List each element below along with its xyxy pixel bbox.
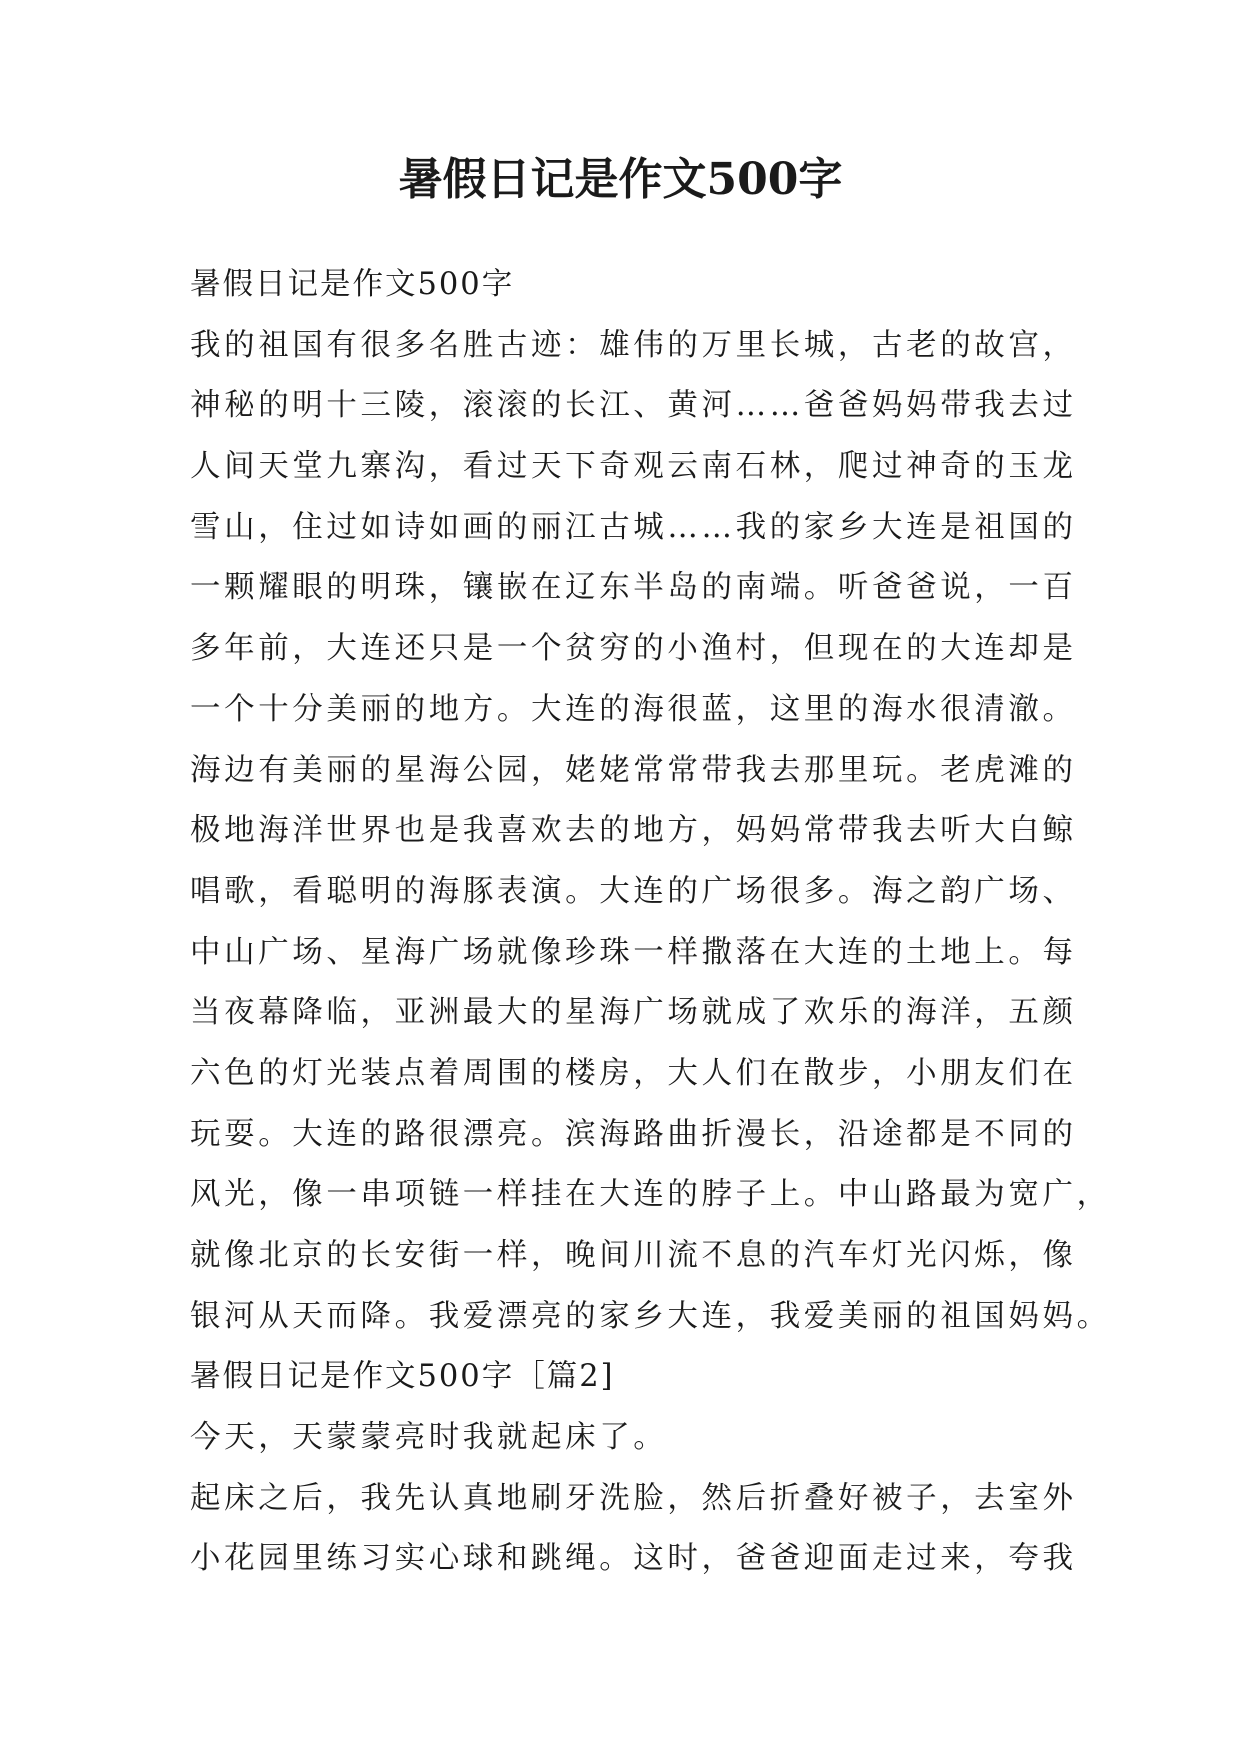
body-line: 人间天堂九寨沟，看过天下奇观云南石林，爬过神奇的玉龙 xyxy=(190,449,1077,485)
body-line: 多年前，大连还只是一个贫穷的小渔村，但现在的大连却是 xyxy=(190,631,1077,667)
body-line: 一颗耀眼的明珠，镶嵌在辽东半岛的南端。听爸爸说，一百 xyxy=(190,570,1077,606)
body-line: 风光，像一串项链一样挂在大连的脖子上。中山路最为宽广， xyxy=(190,1177,1111,1213)
body-line: 小花园里练习实心球和跳绳。这时，爸爸迎面走过来，夸我 xyxy=(190,1541,1077,1577)
body-line: 海边有美丽的星海公园，姥姥常常带我去那里玩。老虎滩的 xyxy=(190,752,1077,788)
body-line: 起床之后，我先认真地刷牙洗脸，然后折叠好被子，去室外 xyxy=(190,1480,1077,1516)
body-line: 我的祖国有很多名胜古迹：雄伟的万里长城，古老的故宫， xyxy=(190,327,1077,363)
body-line: 神秘的明十三陵，滚滚的长江、黄河……爸爸妈妈带我去过 xyxy=(190,388,1077,424)
body-line: 六色的灯光装点着周围的楼房，大人们在散步，小朋友们在 xyxy=(190,1055,1077,1091)
body-line: 唱歌，看聪明的海豚表演。大连的广场很多。海之韵广场、 xyxy=(190,873,1077,909)
body-line: 极地海洋世界也是我喜欢去的地方，妈妈常带我去听大白鲸 xyxy=(190,813,1077,849)
body-line: 今天，天蒙蒙亮时我就起床了。 xyxy=(190,1420,668,1456)
body-line: 就像北京的长安街一样，晚间川流不息的汽车灯光闪烁，像 xyxy=(190,1238,1077,1273)
body-line: 中山广场、星海广场就像珍珠一样撒落在大连的土地上。每 xyxy=(190,934,1077,970)
document-body xyxy=(190,255,1111,1590)
body-line: 一个十分美丽的地方。大连的海很蓝，这里的海水很清澈。 xyxy=(190,691,1077,727)
body-line: 当夜幕降临，亚洲最大的星海广场就成了欢乐的海洋，五颜 xyxy=(190,995,1077,1031)
body-line: 银河从天而降。我爱漂亮的家乡大连，我爱美丽的祖国妈妈。 xyxy=(190,1298,1111,1334)
body-line: 玩耍。大连的路很漂亮。滨海路曲折漫长，沿途都是不同的 xyxy=(190,1116,1077,1152)
body-line: 雪山，住过如诗如画的丽江古城……我的家乡大连是祖国的 xyxy=(190,509,1077,545)
section-heading: 暑假日记是作文500字 xyxy=(190,267,515,302)
document-title: 暑假日记是作文500字 xyxy=(398,154,843,205)
section-heading: 暑假日记是作文500字［篇2] xyxy=(190,1359,615,1395)
